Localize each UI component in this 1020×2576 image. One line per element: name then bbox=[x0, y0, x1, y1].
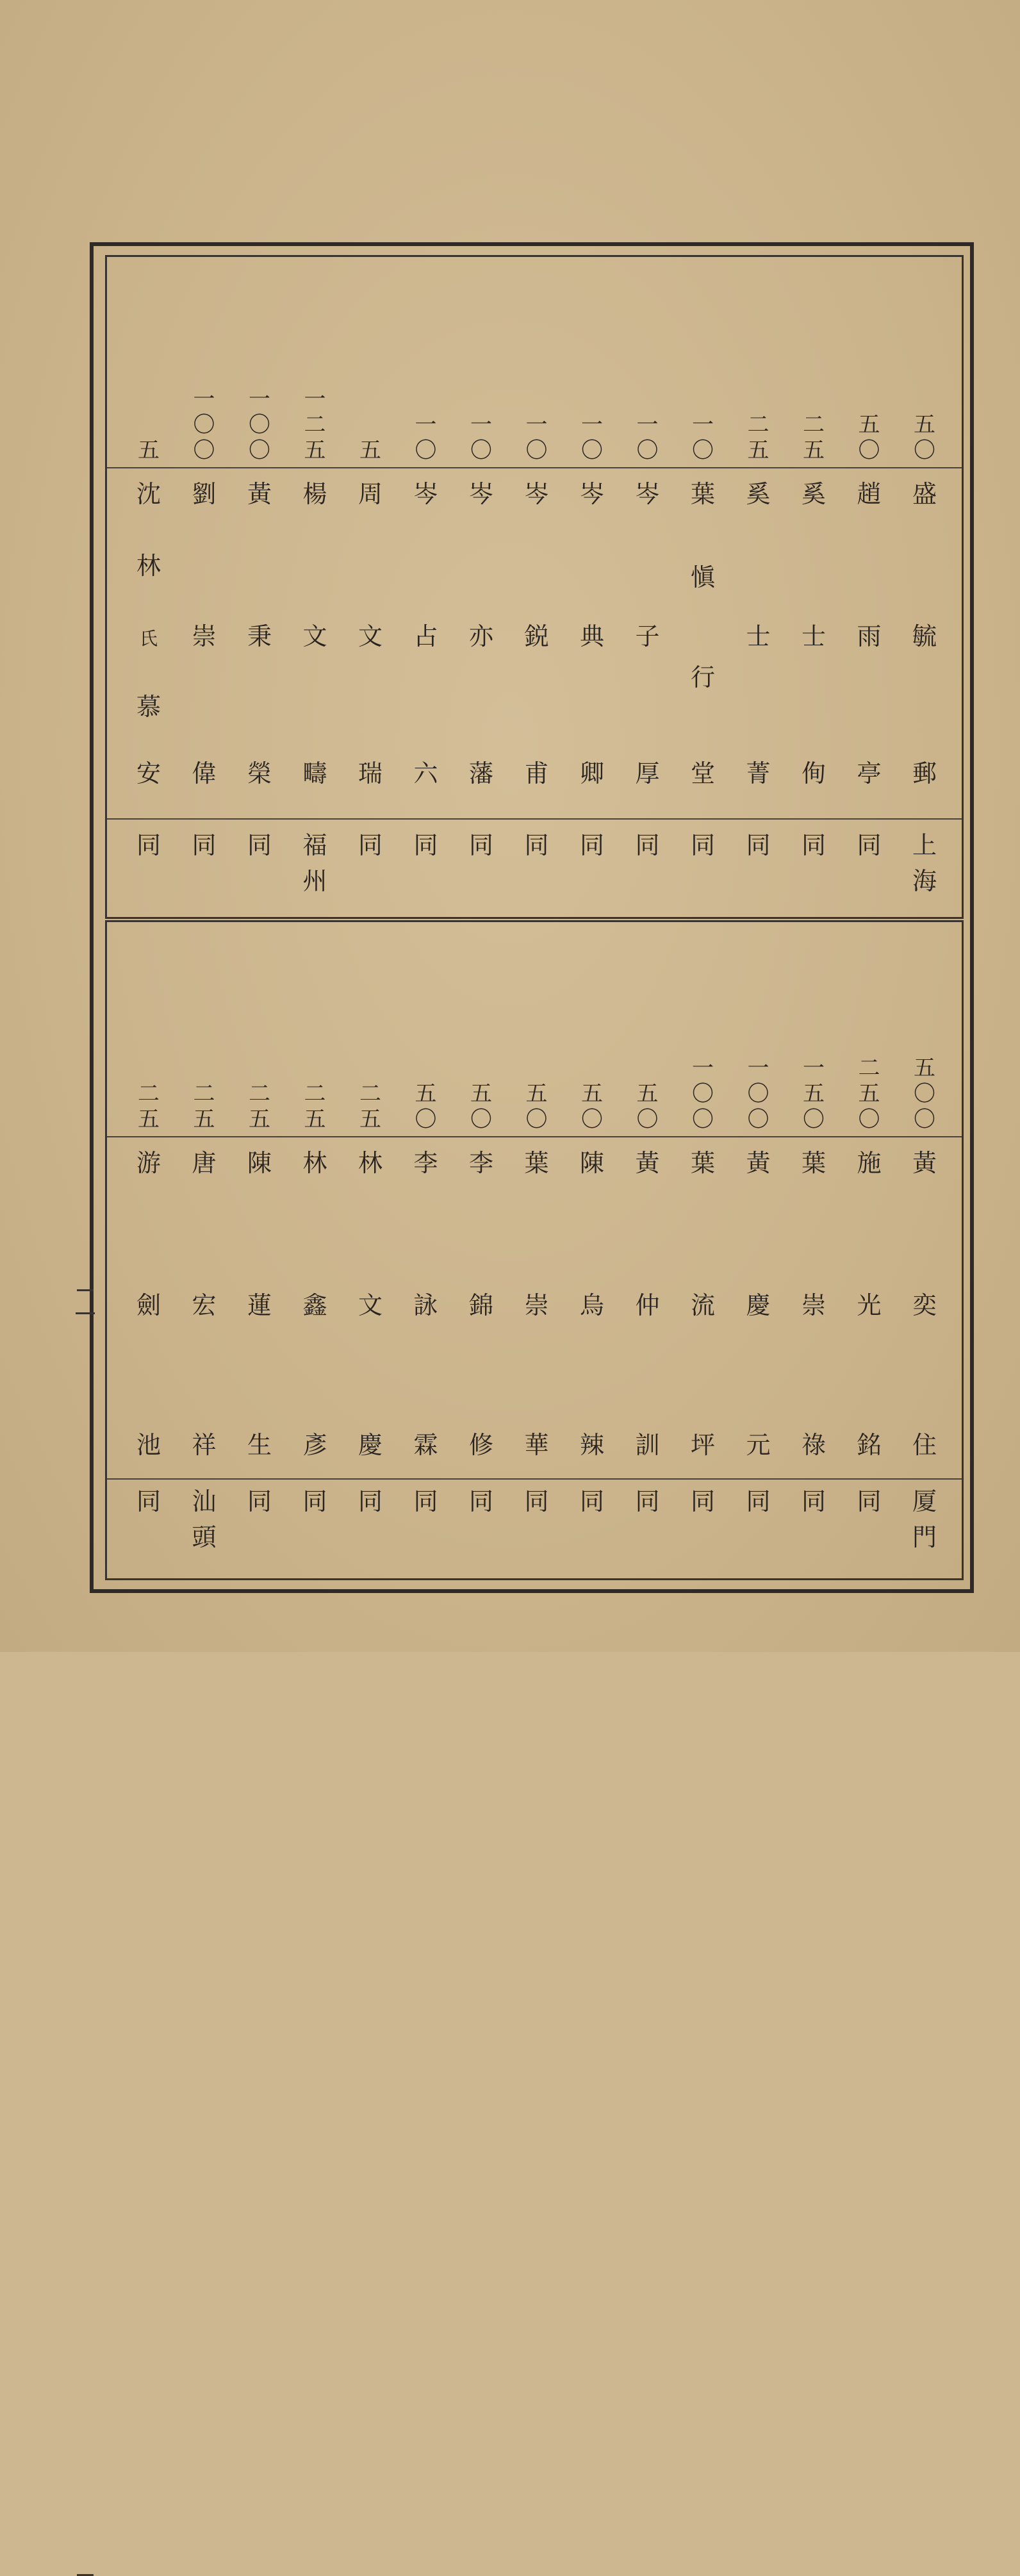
donor-place: 同 bbox=[746, 831, 771, 859]
donor-place: 同 bbox=[468, 831, 493, 859]
donor-name-char: 厚 bbox=[635, 759, 660, 788]
donor-name-char: 甫 bbox=[524, 759, 549, 788]
donation-amount: 五 bbox=[138, 438, 160, 463]
donor-place: 同 bbox=[302, 1487, 327, 1515]
donor-name-char: 彥 bbox=[302, 1431, 327, 1459]
donor-name-char: 鋭 bbox=[524, 622, 549, 650]
donor-name-char: 詠 bbox=[413, 1291, 438, 1319]
donor-name-char: 岑 bbox=[524, 480, 549, 508]
register-entry bbox=[456, 257, 507, 917]
register-entry bbox=[123, 922, 174, 1578]
donor-name-char: 瑞 bbox=[358, 759, 383, 788]
donor-name-char: 岑 bbox=[635, 480, 660, 508]
donor-place: 上 bbox=[912, 831, 937, 859]
donation-amount: 五 〇 bbox=[415, 1081, 437, 1132]
donation-amount: 二 五 bbox=[249, 1081, 270, 1132]
top-register-panel bbox=[105, 255, 964, 919]
donor-place: 同 bbox=[690, 831, 715, 859]
donor-name-char: 奕 bbox=[912, 1291, 937, 1319]
donor-place: 同 bbox=[413, 831, 438, 859]
donor-name-char: 慶 bbox=[746, 1291, 771, 1319]
donor-name-char: 林 bbox=[302, 1149, 327, 1177]
donor-place: 同 bbox=[247, 831, 272, 859]
donation-amount: 五 bbox=[359, 438, 381, 463]
donor-name-char: 文 bbox=[358, 622, 383, 650]
donor-place: 同 bbox=[524, 831, 549, 859]
donor-place: 同 bbox=[524, 1487, 549, 1515]
donation-amount: 一 〇 〇 bbox=[193, 386, 215, 463]
register-entry bbox=[234, 257, 285, 917]
donor-place: 同 bbox=[358, 1487, 383, 1515]
donor-name-char: 游 bbox=[136, 1149, 161, 1177]
donor-name-char: 錦 bbox=[468, 1291, 493, 1319]
donor-name-char: 崇 bbox=[192, 622, 217, 650]
donor-name-char: 秉 bbox=[247, 622, 272, 650]
register-entry bbox=[123, 257, 174, 917]
donor-name-char: 楊 bbox=[302, 480, 327, 508]
donor-place: 同 bbox=[136, 1487, 161, 1515]
donor-name-char: 葉 bbox=[690, 1149, 715, 1177]
donor-name-char: 劉 bbox=[192, 480, 217, 508]
donor-name-char: 烏 bbox=[579, 1291, 604, 1319]
donor-name-char: 行 bbox=[690, 663, 715, 691]
register-entry bbox=[566, 922, 618, 1578]
donor-place: 同 bbox=[413, 1487, 438, 1515]
donation-amount: 一 〇 bbox=[636, 412, 659, 463]
register-entry bbox=[400, 922, 452, 1578]
donor-name-char: 趙 bbox=[857, 480, 882, 508]
register-entry bbox=[788, 257, 839, 917]
donor-name-char: 士 bbox=[746, 622, 771, 650]
donor-place: 同 bbox=[857, 831, 882, 859]
donor-name-char: 黃 bbox=[247, 480, 272, 508]
register-entry bbox=[511, 257, 563, 917]
donor-name-char: 岑 bbox=[413, 480, 438, 508]
donor-place: 同 bbox=[746, 1487, 771, 1515]
donor-name-char: 祿 bbox=[801, 1431, 826, 1459]
donor-name-char: 子 bbox=[635, 622, 660, 650]
donor-place: 同 bbox=[690, 1487, 715, 1515]
donor-name-char: 崇 bbox=[524, 1291, 549, 1319]
donor-place: 同 bbox=[136, 831, 161, 859]
donor-name-char: 葉 bbox=[690, 480, 715, 508]
donor-name-char: 林 bbox=[358, 1149, 383, 1177]
register-entry bbox=[400, 257, 452, 917]
donor-place: 同 bbox=[579, 831, 604, 859]
register-entry bbox=[622, 257, 673, 917]
register-entry bbox=[677, 257, 728, 917]
donation-amount: 一 〇 〇 bbox=[692, 1055, 714, 1132]
donor-name-char: 慕 bbox=[136, 693, 161, 721]
donation-amount: 一 〇 〇 bbox=[249, 386, 270, 463]
donor-name-char: 堂 bbox=[690, 759, 715, 788]
register-entry bbox=[899, 922, 950, 1578]
donor-name-char: 慶 bbox=[358, 1431, 383, 1459]
donor-place: 同 bbox=[857, 1487, 882, 1515]
register-entry bbox=[179, 922, 230, 1578]
donation-amount: 五 〇 bbox=[636, 1081, 659, 1132]
donor-place: 同 bbox=[635, 1487, 660, 1515]
register-entry bbox=[345, 257, 396, 917]
donor-place: 厦 bbox=[912, 1487, 937, 1515]
donor-name-char: 六 bbox=[413, 759, 438, 788]
donor-name-char: 霖 bbox=[413, 1431, 438, 1459]
donor-name-char: 榮 bbox=[247, 759, 272, 788]
donor-place: 同 bbox=[468, 1487, 493, 1515]
donor-name-char: 住 bbox=[912, 1431, 937, 1459]
donation-amount: 二 五 〇 bbox=[858, 1055, 880, 1132]
donation-amount: 五 〇 bbox=[525, 1081, 548, 1132]
donor-place: 汕 bbox=[192, 1487, 217, 1515]
register-entry bbox=[345, 922, 396, 1578]
donor-place: 同 bbox=[247, 1487, 272, 1515]
donor-name-char: 陳 bbox=[579, 1149, 604, 1177]
donor-place: 門 bbox=[912, 1523, 937, 1551]
bottom-register-panel bbox=[105, 920, 964, 1580]
donor-name-char: 銘 bbox=[857, 1431, 882, 1459]
donor-name-char: 蓮 bbox=[247, 1291, 272, 1319]
donor-place: 同 bbox=[192, 831, 217, 859]
donor-name-char: 藩 bbox=[468, 759, 493, 788]
donor-place: 海 bbox=[912, 867, 937, 895]
donation-amount: 二 五 bbox=[138, 1081, 160, 1132]
donor-name-char: 黃 bbox=[635, 1149, 660, 1177]
donor-name-char: 鑫 bbox=[302, 1291, 327, 1319]
register-entry bbox=[844, 257, 895, 917]
donor-name-char: 生 bbox=[247, 1431, 272, 1459]
donor-name-char: 唐 bbox=[192, 1149, 217, 1177]
donation-amount: 一 〇 bbox=[581, 412, 603, 463]
register-entry bbox=[511, 922, 563, 1578]
donor-place: 同 bbox=[801, 831, 826, 859]
donation-amount: 二 五 bbox=[304, 1081, 326, 1132]
donor-name-char: 仲 bbox=[635, 1291, 660, 1319]
donor-name-char: 愼 bbox=[690, 563, 715, 591]
donor-name-char: 盛 bbox=[912, 480, 937, 508]
donor-name-char: 士 bbox=[801, 622, 826, 650]
donor-place: 同 bbox=[358, 831, 383, 859]
register-entry bbox=[733, 922, 784, 1578]
donor-name-char: 施 bbox=[857, 1149, 882, 1177]
register-entry bbox=[677, 922, 728, 1578]
donor-name-char: 卿 bbox=[579, 759, 604, 788]
register-entry bbox=[733, 257, 784, 917]
donor-place: 州 bbox=[302, 867, 327, 895]
register-entry bbox=[456, 922, 507, 1578]
donor-name-char: 文 bbox=[302, 622, 327, 650]
register-entry bbox=[290, 257, 341, 917]
donation-amount: 一 〇 〇 bbox=[747, 1055, 769, 1132]
donor-name-char: 偉 bbox=[192, 759, 217, 788]
donor-name-char: 郵 bbox=[912, 759, 937, 788]
donor-name-char: 雨 bbox=[857, 622, 882, 650]
donor-name-char: 流 bbox=[690, 1291, 715, 1319]
donor-name-char: 陳 bbox=[247, 1149, 272, 1177]
donor-name-char: 周 bbox=[358, 480, 383, 508]
donor-name-char: 亭 bbox=[857, 759, 882, 788]
register-entry bbox=[179, 257, 230, 917]
donation-amount: 五 〇 〇 bbox=[914, 1055, 935, 1132]
donor-name-char: 岑 bbox=[579, 480, 604, 508]
donor-name-char: 元 bbox=[746, 1431, 771, 1459]
donor-name-char: 劍 bbox=[136, 1291, 161, 1319]
donor-name-char: 訓 bbox=[635, 1431, 660, 1459]
donor-name-char: 典 bbox=[579, 622, 604, 650]
register-entry bbox=[566, 257, 618, 917]
donation-amount: 一 〇 bbox=[470, 412, 492, 463]
donor-name-char: 坪 bbox=[690, 1431, 715, 1459]
donation-amount: 二 五 bbox=[193, 1081, 215, 1132]
donor-name-char: 奚 bbox=[801, 480, 826, 508]
donation-amount: 一 〇 bbox=[525, 412, 548, 463]
register-entry bbox=[290, 922, 341, 1578]
donor-name-char: 李 bbox=[413, 1149, 438, 1177]
page-number-stroke-1 bbox=[77, 1289, 94, 1291]
donation-amount: 二 五 bbox=[359, 1081, 381, 1132]
page-number-stroke-2 bbox=[76, 1312, 95, 1314]
donor-name-char: 辣 bbox=[579, 1431, 604, 1459]
register-entry bbox=[844, 922, 895, 1578]
donor-name-char: 葉 bbox=[801, 1149, 826, 1177]
donation-amount: 五 〇 bbox=[858, 412, 880, 463]
donor-name-char: 李 bbox=[468, 1149, 493, 1177]
donor-name-char: 疇 bbox=[302, 759, 327, 788]
donor-name-char: 宏 bbox=[192, 1291, 217, 1319]
donor-name-char: 安 bbox=[136, 759, 161, 788]
donation-amount: 二 五 bbox=[803, 412, 825, 463]
donor-name-char: 崇 bbox=[801, 1291, 826, 1319]
donor-name-char: 沈 bbox=[136, 480, 161, 508]
donation-amount: 一 五 〇 bbox=[803, 1055, 825, 1132]
donor-place: 福 bbox=[302, 831, 327, 859]
donation-amount: 五 〇 bbox=[581, 1081, 603, 1132]
register-entry bbox=[788, 922, 839, 1578]
donation-amount: 一 〇 bbox=[692, 412, 714, 463]
register-entry bbox=[899, 257, 950, 917]
donation-amount: 五 〇 bbox=[914, 412, 935, 463]
donation-amount: 一 〇 bbox=[415, 412, 437, 463]
donor-name-char: 亦 bbox=[468, 622, 493, 650]
donation-amount: 五 〇 bbox=[470, 1081, 492, 1132]
donor-place: 同 bbox=[579, 1487, 604, 1515]
donor-name-char: 占 bbox=[413, 622, 438, 650]
donor-name-char: 華 bbox=[524, 1431, 549, 1459]
donor-name-char: 葉 bbox=[524, 1149, 549, 1177]
donor-name-char: 黃 bbox=[912, 1149, 937, 1177]
donor-place: 頭 bbox=[192, 1523, 217, 1551]
donor-name-char: 文 bbox=[358, 1291, 383, 1319]
donor-place: 同 bbox=[801, 1487, 826, 1515]
donor-place: 同 bbox=[635, 831, 660, 859]
donor-name-char: 奚 bbox=[746, 480, 771, 508]
donation-amount: 二 五 bbox=[747, 412, 769, 463]
donor-name-char: 修 bbox=[468, 1431, 493, 1459]
donor-name-char: 光 bbox=[857, 1291, 882, 1319]
donor-name-char: 毓 bbox=[912, 622, 937, 650]
donation-amount: 一 二 五 bbox=[304, 386, 326, 463]
donor-name-char: 氏 bbox=[139, 628, 158, 649]
register-entry bbox=[622, 922, 673, 1578]
donor-name-char: 池 bbox=[136, 1431, 161, 1459]
donor-name-char: 岑 bbox=[468, 480, 493, 508]
donor-name-char: 侚 bbox=[801, 759, 826, 788]
donor-name-char: 黃 bbox=[746, 1149, 771, 1177]
donor-name-char: 林 bbox=[136, 552, 161, 580]
register-entry bbox=[234, 922, 285, 1578]
donor-name-char: 祥 bbox=[192, 1431, 217, 1459]
donor-name-char: 菁 bbox=[746, 759, 771, 788]
